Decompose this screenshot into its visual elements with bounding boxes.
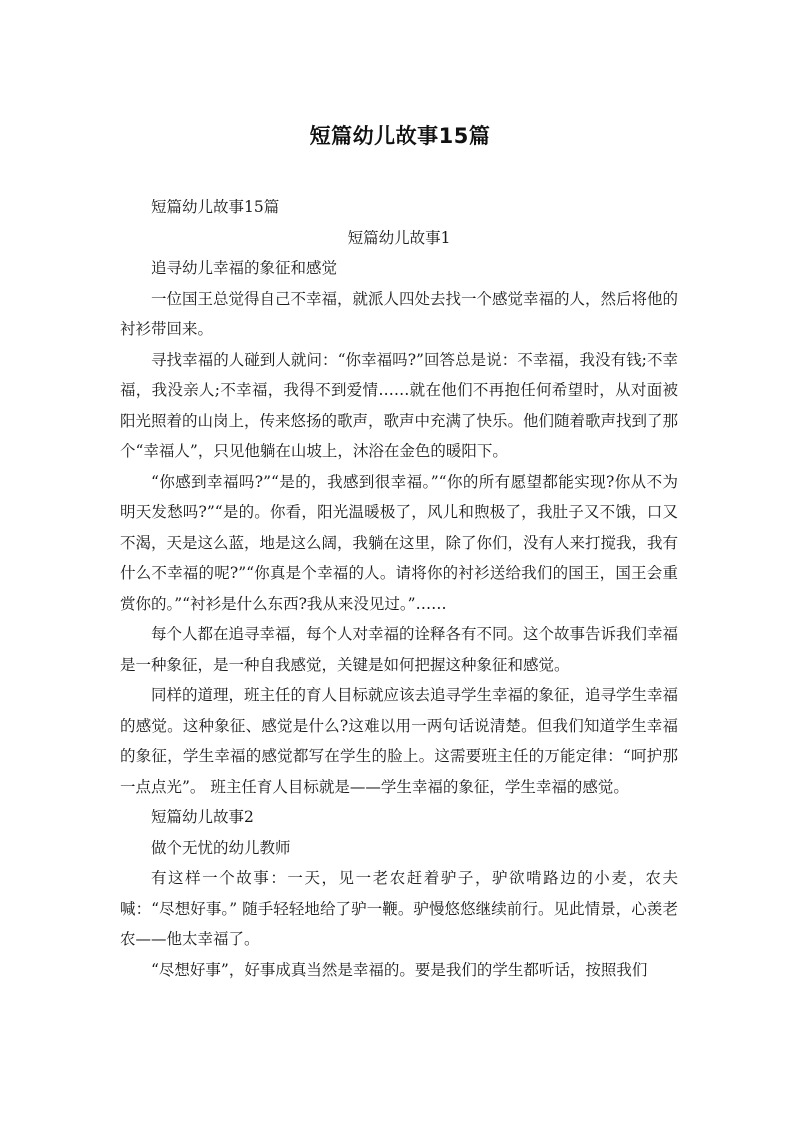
paragraph: 同样的道理，班主任的育人目标就应该去追寻学生幸福的象征，追寻学生幸福的感觉。这种象征、感觉是什么?这难以用一两句话说清楚。但我们知道学生幸福的象征，学生幸福的感觉都写在学生的脸上。这需要班主任的万能定律：“呵护那一点点光”。 班主任育人目标就是——学生幸福的象征，学生幸福的感觉。	[120, 686, 679, 796]
paragraph: 寻找幸福的人碰到人就问：“你幸福吗?”回答总是说：不幸福，我没有钱;不幸福，我没亲人;不幸福，我得不到爱情……就在他们不再抱任何希望时，从对面被阳光照着的山岗上，传来悠扬的歌声，歌声中充满了快乐。他们随着歌声找到了那个“幸福人”，只见他躺在山坡上，沐浴在金色的暖阳下。	[120, 350, 679, 460]
paragraph: “你感到幸福吗?”“是的，我感到很幸福。”“你的所有愿望都能实现?你从不为明天发愁吗?”“是的。你看，阳光温暖极了，风儿和煦极了，我肚子又不饿，口又不渴，天是这么蓝，地是这么阔，我躺在这里，除了你们，没有人来打搅我，我有什么不幸福的呢?”“你真是个幸福的人。请将你的衬衫送给我们的国王，国王会重赏你的。”“衬衫是什么东西?我从来没见过。”……	[120, 472, 679, 613]
paragraph: 一位国王总觉得自己不幸福，就派人四处去找一个感觉幸福的人，然后将他的衬衫带回来。	[120, 289, 679, 338]
paragraph: 每个人都在追寻幸福，每个人对幸福的诠释各有不同。这个故事告诉我们幸福是一种象征，是一种自我感觉，关键是如何把握这种象征和感觉。	[120, 625, 679, 674]
document-body	[120, 192, 678, 985]
story-1-title: 追寻幼儿幸福的象征和感觉	[151, 259, 338, 277]
document-title: 短篇幼儿故事15篇	[309, 124, 491, 148]
paragraph: “尽想好事”，好事成真当然是幸福的。要是我们的学生都听话，按照我们	[151, 960, 648, 979]
paragraph-subtitle: 短篇幼儿故事15篇	[151, 198, 280, 216]
story-1-heading: 短篇幼儿故事1	[347, 228, 451, 247]
story-2-title: 做个无忧的幼儿教师	[151, 838, 291, 857]
paragraph: 有这样一个故事：一天，见一老农赶着驴子，驴欲啃路边的小麦，农夫喊：“尽想好事。” 随手轻轻地给了驴一鞭。驴慢悠悠继续前行。见此情景，心羡老农——他太幸福了。	[120, 869, 678, 948]
story-2-heading: 短篇幼儿故事2	[151, 808, 254, 826]
